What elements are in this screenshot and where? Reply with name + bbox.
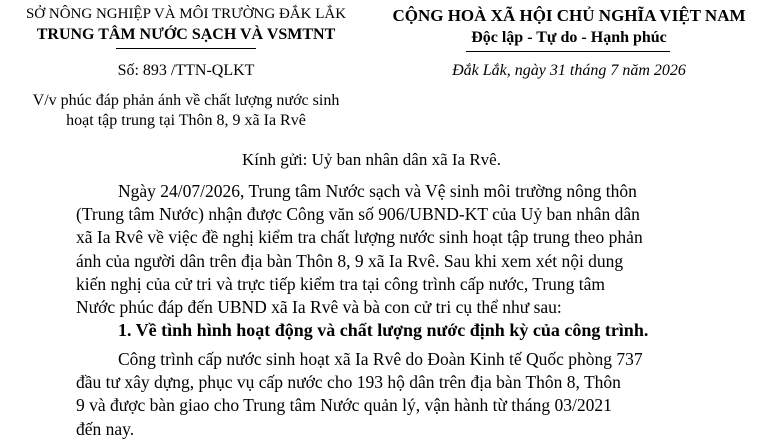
paragraph-line: Công trình cấp nước sinh hoạt xã Ia Rvê do Đoàn Kinh tế Quốc phòng 737 [118,349,643,369]
paragraph-line: 9 và được bàn giao cho Trung tâm Nước quản lý, vận hành từ tháng 03/2021 [76,395,612,416]
motto-underline [466,51,670,52]
paragraph-line: xã Ia Rvê về việc đề nghị kiểm tra chất lượng nước sinh hoạt tập trung theo phản [76,227,643,248]
national-title: CỘNG HOÀ XÃ HỘI CHỦ NGHĨA VIỆT NAM [392,6,746,25]
paragraph-line: kiến nghị của cử tri và trực tiếp kiểm tra tại công trình cấp nước, Trung tâm [76,273,606,294]
section-heading: 1. Về tình hình hoạt động và chất lượng nước định kỳ của công trình. [118,320,649,340]
paragraph-line: ánh của người dân trên địa bàn Thôn 8, 9 xã Ia Rvê. Sau khi xem xét nội dung [76,250,624,271]
issuing-authority: SỞ NÔNG NGHIỆP VÀ MÔI TRƯỜNG ĐẮK LẮK [25,6,347,22]
paragraph-body [76,348,692,441]
subject-line-1: V/v phúc đáp phản ánh về chất lượng nước sinh [32,92,340,109]
paragraph-line: Nước phúc đáp đến UBND xã Ia Rvê và bà con cử tri cụ thể như sau: [76,297,562,318]
issuing-unit: TRUNG TÂM NƯỚC SẠCH VÀ VSMTNT [36,26,336,43]
paragraph-line: đầu tư xây dựng, phục vụ cấp nước cho 193 hộ dân trên địa bàn Thôn 8, Thôn [76,372,621,393]
place-and-date: Đắk Lắk, ngày 31 tháng 7 năm 2026 [452,62,686,79]
paragraph-line: (Trung tâm Nước) nhận được Công văn số 906/UBND-KT của Uỷ ban nhân dân [76,204,640,225]
recipient-line: Kính gửi: Uỷ ban nhân dân xã Ia Rvê. [242,150,501,169]
paragraph-line: Ngày 24/07/2026, Trung tâm Nước sạch và Vệ sinh môi trường nông thôn [118,181,637,201]
paragraph-intro [76,180,692,319]
document-number: Số: 893 /TTN-QLKT [117,62,255,79]
subject-line-2: hoạt tập trung tại Thôn 8, 9 xã Ia Rvê [66,112,306,129]
national-motto: Độc lập - Tự do - Hạnh phúc [471,29,667,46]
unit-underline [116,48,256,49]
paragraph-line: đến nay. [76,418,135,439]
